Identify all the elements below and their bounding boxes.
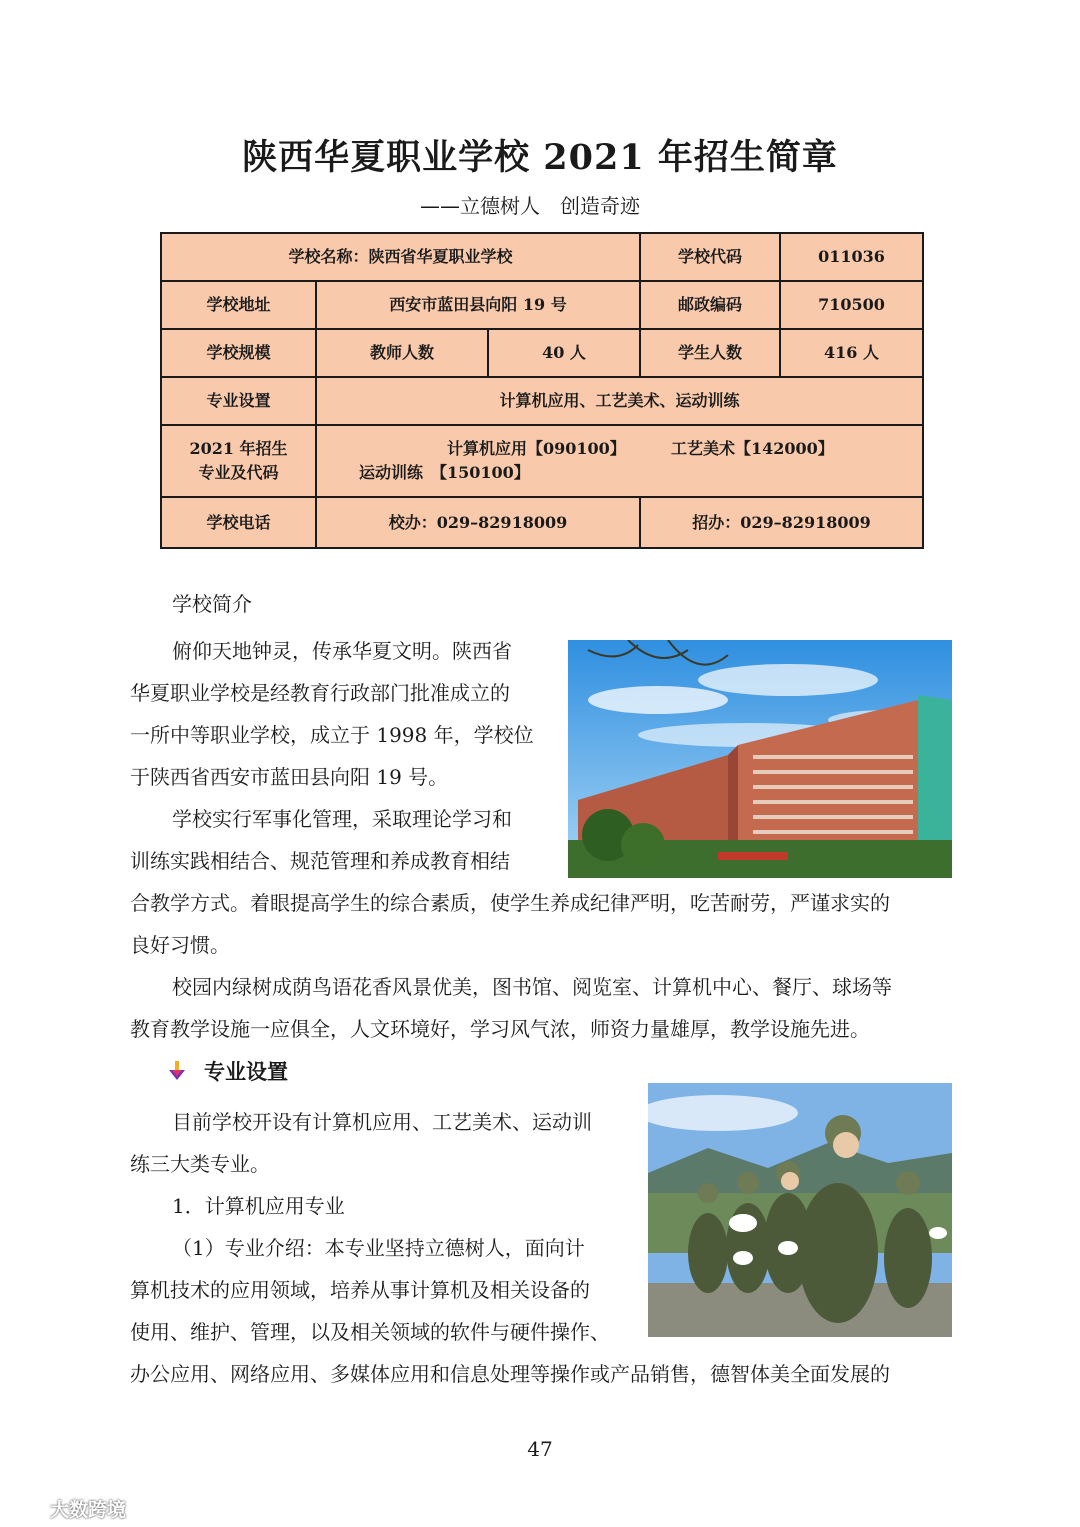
intro-p2-line1: 学校实行军事化管理，采取理论学习和 [172, 807, 512, 831]
intro-p1-line1: 俯仰天地钟灵，传承华夏文明。陕西省 [172, 639, 512, 663]
school-name-cell: 学校名称：陕西省华夏职业学校 [161, 233, 640, 281]
table-row [161, 233, 923, 281]
table-row [161, 329, 923, 377]
majors-value: 计算机应用、工艺美术、运动训练 [316, 377, 923, 425]
intro-p2-line4: 良好习惯。 [130, 933, 230, 957]
phone-admission: 招办：029–82918009 [640, 497, 923, 548]
intro-paragraph-2 [130, 798, 960, 966]
majors-p2-line1: （1）专业介绍：本专业坚持立德树人，面向计 [172, 1236, 585, 1260]
watermark-text: 大数跨境 [50, 1499, 127, 1521]
intro-p3-line1: 校园内绿树成荫鸟语花香风景优美，图书馆、阅览室、计算机中心、餐厅、球场等 [172, 975, 892, 999]
school-code-label: 学校代码 [640, 233, 780, 281]
majors-heading [168, 1056, 288, 1086]
majors-p2-line2: 算机技术的应用领域，培养从事计算机及相关设备的 [130, 1278, 590, 1302]
page-subtitle: ——立德树人 创造奇迹 [420, 194, 640, 218]
intro-p1-line3: 一所中等职业学校，成立于 1998 年，学校位 [130, 723, 534, 747]
table-row [161, 377, 923, 425]
address-value: 西安市蓝田县向阳 19 号 [316, 281, 640, 329]
intro-p2-line2: 训练实践相结合、规范管理和养成教育相结 [130, 849, 510, 873]
enroll-value [316, 425, 923, 497]
school-info-table [160, 232, 924, 549]
intro-p1-line2: 华夏职业学校是经教育行政部门批准成立的 [130, 681, 510, 705]
phone-label: 学校电话 [161, 497, 316, 548]
teacher-count-value: 40 人 [488, 329, 640, 377]
enroll-major-sports: 运动训练 【150100】 [359, 463, 530, 482]
phone-office: 校办：029–82918009 [316, 497, 640, 548]
table-row [161, 425, 923, 497]
majors-paragraph-2 [130, 1227, 960, 1395]
majors-paragraph-1 [130, 1101, 640, 1185]
arrow-down-icon [168, 1061, 186, 1081]
address-label: 学校地址 [161, 281, 316, 329]
intro-p2-line3: 合教学方式。着眼提高学生的综合素质，使学生养成纪律严明，吃苦耐劳，严谨求实的 [130, 891, 890, 915]
majors-p2-line3: 使用、维护、管理，以及相关领域的软件与硬件操作、 [130, 1320, 610, 1344]
weibo-logo-icon [10, 1495, 44, 1522]
majors-heading-text: 专业设置 [204, 1060, 288, 1084]
majors-item-1-text: 1．计算机应用专业 [172, 1194, 345, 1218]
enroll-label-line2: 专业及代码 [198, 463, 279, 482]
intro-paragraph-1 [130, 630, 550, 798]
enroll-major-computer: 计算机应用【090100】 [447, 439, 626, 458]
majors-label: 专业设置 [161, 377, 316, 425]
enroll-label [161, 425, 316, 497]
enroll-label-line1: 2021 年招生 [189, 439, 288, 458]
table-row [161, 497, 923, 548]
postal-label: 邮政编码 [640, 281, 780, 329]
enroll-major-art: 工艺美术【142000】 [670, 439, 834, 458]
intro-p3-line2: 教育教学设施一应俱全，人文环境好，学习风气浓，师资力量雄厚，教学设施先进。 [130, 1017, 870, 1041]
student-count-value: 416 人 [780, 329, 923, 377]
intro-p1-line4: 于陕西省西安市蓝田县向阳 19 号。 [130, 765, 449, 789]
teacher-count-label: 教师人数 [316, 329, 488, 377]
scale-label: 学校规模 [161, 329, 316, 377]
page-title: 陕西华夏职业学校 2021 年招生简章 [242, 137, 838, 178]
majors-p2-line4: 办公应用、网络应用、多媒体应用和信息处理等操作或产品销售，德智体美全面发展的 [130, 1362, 890, 1386]
majors-p1-line2: 练三大类专业。 [130, 1152, 270, 1176]
watermark [10, 1495, 126, 1522]
majors-item-1 [130, 1185, 640, 1227]
majors-p1-line1: 目前学校开设有计算机应用、工艺美术、运动训 [172, 1110, 592, 1134]
postal-value: 710500 [780, 281, 923, 329]
student-count-label: 学生人数 [640, 329, 780, 377]
intro-paragraph-3 [130, 966, 960, 1050]
page-number: 47 [527, 1437, 553, 1461]
table-row [161, 281, 923, 329]
school-code-value: 011036 [780, 233, 923, 281]
intro-heading: 学校简介 [172, 592, 252, 616]
